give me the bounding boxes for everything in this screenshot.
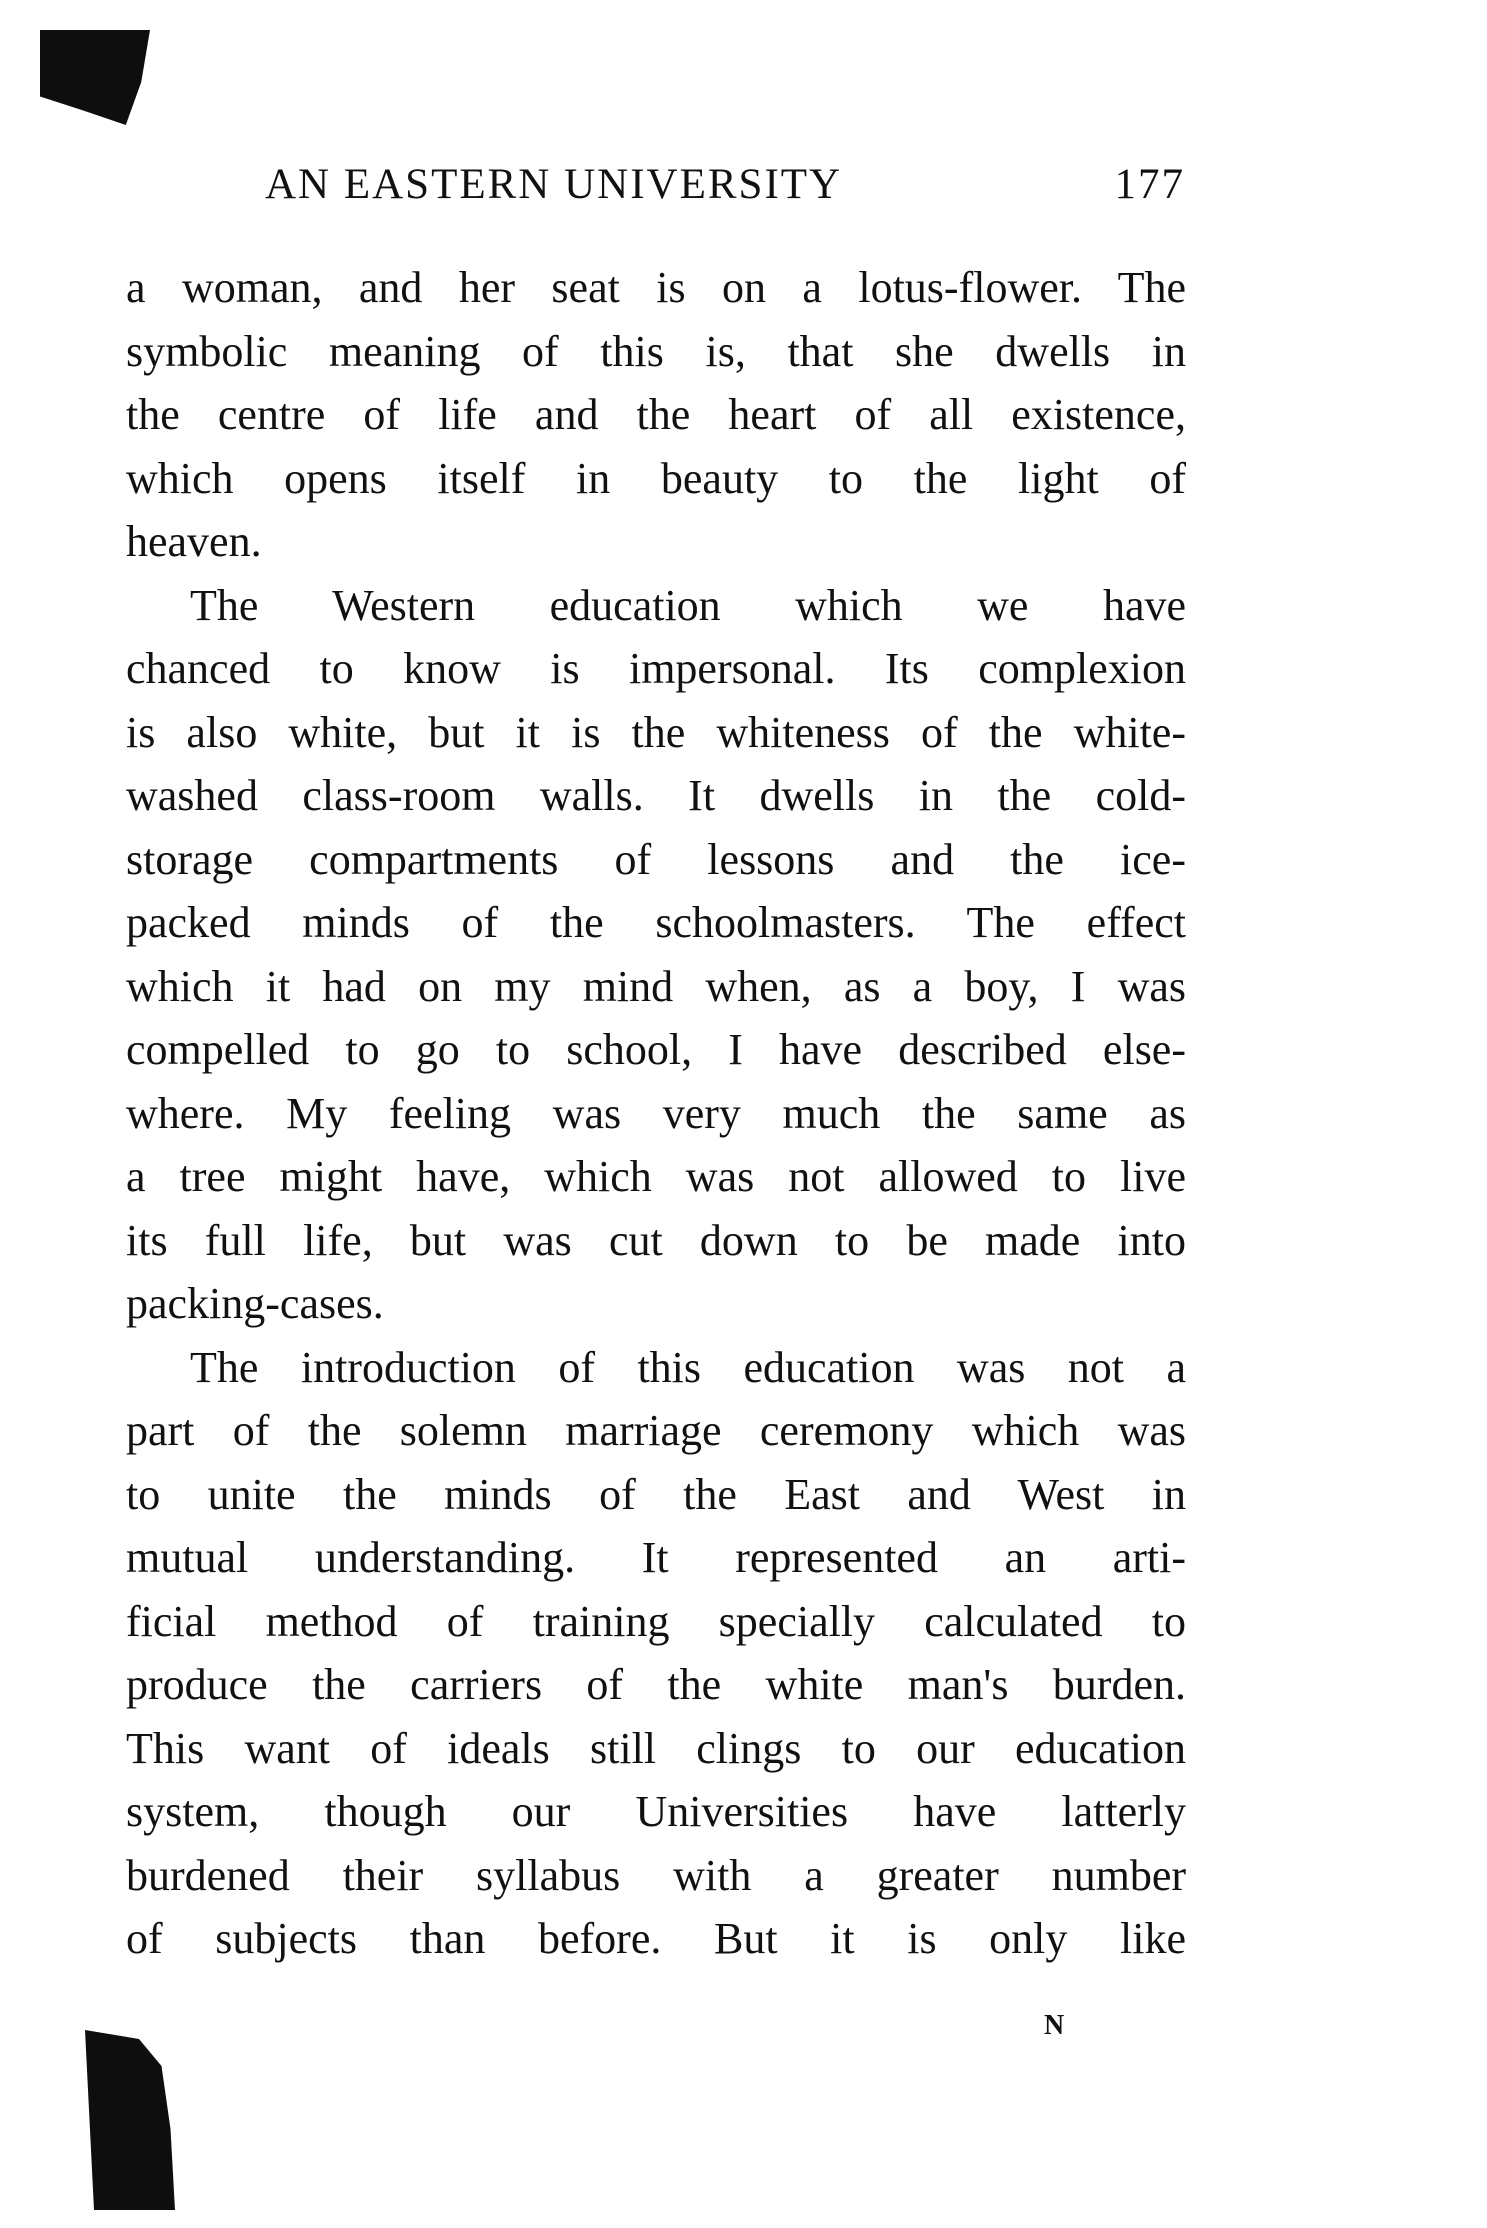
scan-shadow-top: [40, 30, 150, 125]
running-head: [265, 160, 1185, 220]
page-number: 177: [1114, 161, 1185, 208]
text-line: is also white, but it is the whiteness of the white-: [126, 707, 1186, 757]
text-line: the centre of life and the heart of all existence,: [126, 390, 1186, 439]
text-line: which opens itself in beauty to the light of: [126, 453, 1186, 503]
text-line: compelled to go to school, I have described else-: [126, 1025, 1186, 1074]
text-line: This want of ideals still clings to our education: [126, 1723, 1186, 1773]
text-line: part of the solemn marriage ceremony which was: [126, 1406, 1186, 1455]
text-line: storage compartments of lessons and the ice-: [126, 834, 1186, 884]
text-line: washed class-room walls. It dwells in the cold-: [126, 771, 1186, 820]
text-line: where. My feeling was very much the same as: [126, 1088, 1186, 1138]
text-line: its full life, but was cut down to be made into: [126, 1215, 1186, 1265]
text-line: symbolic meaning of this is, that she dwells in: [126, 326, 1186, 376]
text-line: which it had on my mind when, as a boy, I was: [126, 961, 1186, 1011]
text-line: chanced to know is impersonal. Its complexion: [126, 644, 1186, 693]
text-line: to unite the minds of the East and West in: [126, 1469, 1186, 1519]
text-line: of subjects than before. But it is only like: [126, 1914, 1186, 1963]
body-text: [126, 256, 1186, 1971]
text-line: system, though our Universities have latterly: [126, 1787, 1186, 1836]
text-line: packed minds of the schoolmasters. The effect: [126, 898, 1186, 947]
text-line: ficial method of training specially calculated to: [126, 1596, 1186, 1646]
running-title: AN EASTERN UNIVERSITY: [265, 161, 843, 208]
signature-mark: N: [1044, 2010, 1066, 2041]
text-line: burdened their syllabus with a greater number: [126, 1850, 1186, 1900]
text-line: a tree might have, which was not allowed to live: [126, 1152, 1186, 1201]
text-line: a woman, and her seat is on a lotus-flower. The: [126, 263, 1186, 312]
text-line: heaven.: [126, 517, 262, 566]
text-line: The introduction of this education was not a: [190, 1342, 1186, 1392]
text-line: produce the carriers of the white man's burden.: [126, 1660, 1186, 1709]
scan-shadow-bottom: [85, 2030, 175, 2210]
text-line: mutual understanding. It represented an arti-: [126, 1533, 1186, 1582]
text-line: The Western education which we have: [190, 580, 1186, 630]
text-line: packing-cases.: [126, 1279, 384, 1328]
